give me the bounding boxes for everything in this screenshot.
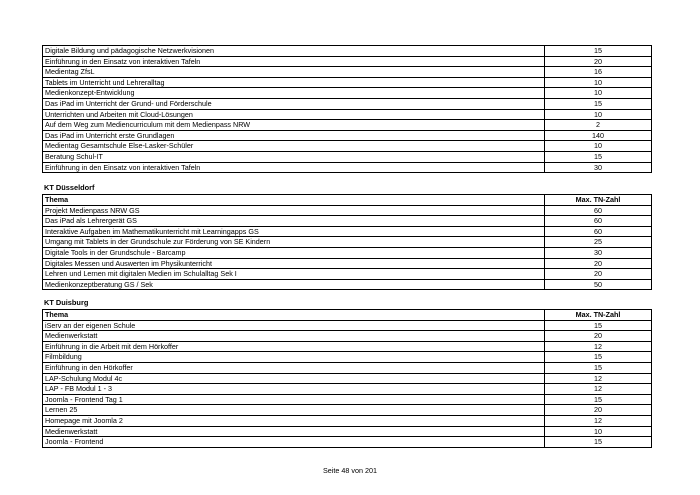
column-header-thema: Thema: [43, 195, 545, 206]
cell-thema: Medientag Gesamtschule Else-Lasker-Schüler: [43, 141, 545, 152]
cell-tn: 15: [545, 320, 652, 331]
cell-thema: Joomla - Frontend: [43, 437, 545, 448]
table-continued: [42, 45, 652, 173]
cell-thema: Das iPad als Lehrergerät GS: [43, 216, 545, 227]
cell-thema: Projekt Medienpass NRW GS: [43, 205, 545, 216]
cell-thema: Medienwerkstatt: [43, 331, 545, 342]
cell-thema: Medienkonzept-Entwicklung: [43, 88, 545, 99]
table-row: [43, 320, 652, 331]
cell-tn: 20: [545, 56, 652, 67]
cell-thema: Medienwerkstatt: [43, 426, 545, 437]
cell-thema: Einführung in den Einsatz von interaktiven Tafeln: [43, 56, 545, 67]
cell-tn: 30: [545, 247, 652, 258]
table-row: [43, 88, 652, 99]
cell-thema: LAP - FB Modul 1 - 3: [43, 384, 545, 395]
cell-tn: 15: [545, 394, 652, 405]
column-header-tn: Max. TN-Zahl: [545, 195, 652, 206]
cell-tn: 30: [545, 162, 652, 173]
cell-tn: 60: [545, 205, 652, 216]
table-row: [43, 415, 652, 426]
cell-tn: 10: [545, 109, 652, 120]
cell-thema: LAP-Schulung Modul 4c: [43, 373, 545, 384]
cell-thema: Beratung Schul-IT: [43, 151, 545, 162]
cell-tn: 140: [545, 130, 652, 141]
table-row: [43, 162, 652, 173]
cell-thema: Joomla - Frontend Tag 1: [43, 394, 545, 405]
column-header-thema: Thema: [43, 310, 545, 321]
cell-thema: Digitales Messen und Auswerten im Physikunterricht: [43, 258, 545, 269]
cell-tn: 16: [545, 67, 652, 78]
cell-tn: 12: [545, 341, 652, 352]
cell-tn: 20: [545, 258, 652, 269]
cell-thema: Lehren und Lernen mit digitalen Medien im Schulalltag Sek I: [43, 269, 545, 280]
cell-thema: Unterrichten und Arbeiten mit Cloud-Lösungen: [43, 109, 545, 120]
cell-tn: 15: [545, 362, 652, 373]
table-row: [43, 77, 652, 88]
cell-tn: 20: [545, 331, 652, 342]
cell-tn: 15: [545, 98, 652, 109]
table-row: [43, 141, 652, 152]
table-row: [43, 46, 652, 57]
section-title-duisburg: KT Duisburg: [44, 298, 89, 307]
cell-tn: 12: [545, 415, 652, 426]
table-row: [43, 98, 652, 109]
table-row: [43, 216, 652, 227]
cell-tn: 10: [545, 77, 652, 88]
cell-tn: 10: [545, 88, 652, 99]
cell-tn: 60: [545, 216, 652, 227]
cell-thema: Einführung in die Arbeit mit dem Hörkoffer: [43, 341, 545, 352]
cell-tn: 12: [545, 373, 652, 384]
cell-tn: 12: [545, 384, 652, 395]
cell-tn: 2: [545, 120, 652, 131]
table-row: [43, 384, 652, 395]
table-header-row: [43, 310, 652, 321]
table-header-row: [43, 195, 652, 206]
table-row: [43, 269, 652, 280]
section-title-duesseldorf: KT Düsseldorf: [44, 183, 95, 192]
cell-tn: 15: [545, 151, 652, 162]
cell-thema: Einführung in den Hörkoffer: [43, 362, 545, 373]
table-row: [43, 205, 652, 216]
cell-thema: Das iPad im Unterricht der Grund- und Förderschule: [43, 98, 545, 109]
cell-tn: 20: [545, 269, 652, 280]
table-row: [43, 373, 652, 384]
cell-tn: 60: [545, 226, 652, 237]
table-row: [43, 67, 652, 78]
cell-thema: Medientag ZfsL: [43, 67, 545, 78]
cell-thema: Homepage mit Joomla 2: [43, 415, 545, 426]
table-row: [43, 258, 652, 269]
cell-thema: Einführung in den Einsatz von interaktiven Tafeln: [43, 162, 545, 173]
cell-thema: Lernen 25: [43, 405, 545, 416]
cell-thema: Digitale Bildung und pädagogische Netzwerkvisionen: [43, 46, 545, 57]
cell-thema: iServ an der eigenen Schule: [43, 320, 545, 331]
table-row: [43, 56, 652, 67]
cell-thema: Digitale Tools in der Grundschule - Barcamp: [43, 247, 545, 258]
cell-thema: Auf dem Weg zum Mediencurriculum mit dem Medienpass NRW: [43, 120, 545, 131]
table-row: [43, 352, 652, 363]
table-row: [43, 109, 652, 120]
table-row: [43, 405, 652, 416]
table-row: [43, 341, 652, 352]
table-row: [43, 151, 652, 162]
column-header-tn: Max. TN-Zahl: [545, 310, 652, 321]
cell-thema: Filmbildung: [43, 352, 545, 363]
cell-thema: Interaktive Aufgaben im Mathematikunterricht mit Learningapps GS: [43, 226, 545, 237]
table-row: [43, 331, 652, 342]
cell-tn: 20: [545, 405, 652, 416]
cell-tn: 50: [545, 279, 652, 290]
cell-tn: 15: [545, 46, 652, 57]
cell-tn: 25: [545, 237, 652, 248]
table-row: [43, 426, 652, 437]
page-number: Seite 48 von 201: [323, 466, 377, 475]
cell-thema: Tablets im Unterricht und Lehreralltag: [43, 77, 545, 88]
table-duesseldorf: [42, 194, 652, 290]
cell-thema: Umgang mit Tablets in der Grundschule zur Förderung von SE Kindern: [43, 237, 545, 248]
table-row: [43, 247, 652, 258]
cell-thema: Medienkonzeptberatung GS / Sek: [43, 279, 545, 290]
cell-tn: 10: [545, 141, 652, 152]
table-row: [43, 437, 652, 448]
table-duisburg: [42, 309, 652, 448]
table-row: [43, 394, 652, 405]
table-row: [43, 362, 652, 373]
table-row: [43, 237, 652, 248]
table-row: [43, 120, 652, 131]
cell-thema: Das iPad im Unterricht erste Grundlagen: [43, 130, 545, 141]
table-row: [43, 226, 652, 237]
cell-tn: 15: [545, 352, 652, 363]
table-row: [43, 130, 652, 141]
table-row: [43, 279, 652, 290]
cell-tn: 15: [545, 437, 652, 448]
cell-tn: 10: [545, 426, 652, 437]
